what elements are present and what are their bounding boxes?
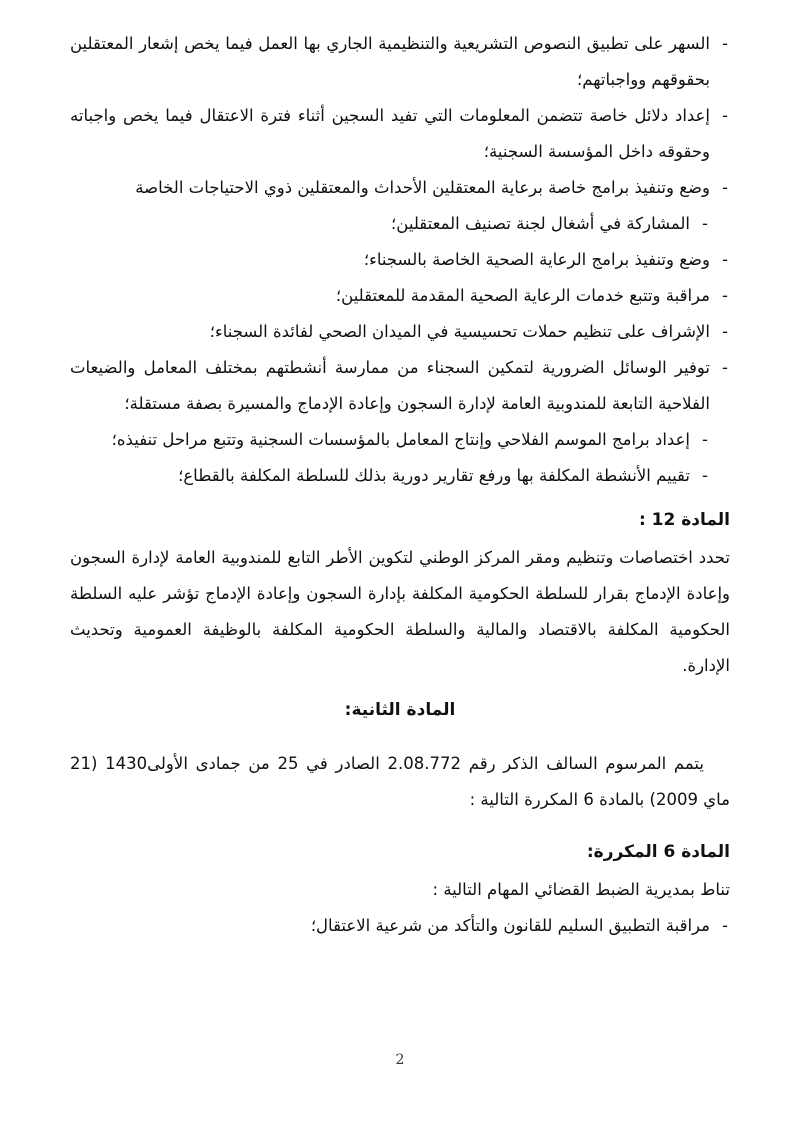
- article-2-text: يتمم المرسوم السالف الذكر رقم 2.08.772 الصادر في 25 من جمادى الأولى1430 (21 ماي 2009) بالمادة 6 المكررة التالية :: [70, 754, 730, 809]
- bullet-dash: -: [722, 322, 728, 341]
- list-item: - مراقبة التطبيق السليم للقانون والتأكد من شرعية الاعتقال؛: [70, 908, 730, 944]
- judicial-duties-list: [70, 908, 730, 944]
- list-item: - المشاركة في أشغال لجنة تصنيف المعتقلين؛: [70, 206, 730, 242]
- duties-list-2: [70, 422, 730, 494]
- bullet-dash: -: [722, 916, 728, 935]
- bullet-dash: -: [702, 430, 708, 449]
- document-page: [70, 26, 730, 944]
- list-item: - الإشراف على تنظيم حملات تحسيسية في الميدان الصحي لفائدة السجناء؛: [70, 314, 730, 350]
- article-6bis-intro: تناط بمديرية الضبط القضائي المهام التالية :: [432, 880, 730, 899]
- bullet-dash: -: [702, 466, 708, 485]
- list-item: - مراقبة وتتبع خدمات الرعاية الصحية المقدمة للمعتقلين؛: [70, 278, 730, 314]
- bullet-dash: -: [722, 34, 728, 53]
- list-item: - إعداد دلائل خاصة تتضمن المعلومات التي تفيد السجين أثناء فترة الاعتقال فيما يخص واجباته وحقوقه داخل المؤسسة السجنية؛: [70, 98, 730, 170]
- list-item: - وضع وتنفيذ برامج خاصة برعاية المعتقلين الأحداث والمعتقلين ذوي الاحتياجات الخاصة: [70, 170, 730, 206]
- page-number: 2: [395, 1052, 405, 1068]
- list-item: - توفير الوسائل الضرورية لتمكين السجناء من ممارسة أنشطتهم بمختلف المعامل والضيعات الفلاحية التابعة للمندوبية العامة لإدارة السجون وإعادة الإدماج والمسيرة بصفة مستقلة؛: [70, 350, 730, 422]
- bullet-dash: -: [722, 178, 728, 197]
- article-12-text: تحدد اختصاصات وتنظيم ومقر المركز الوطني لتكوين الأطر التابع للمندوبية العامة لإدارة السجون وإعادة الإدماج بقرار للسلطة الحكومية المكلفة بإدارة السجون وإعادة الإدماج تؤشر عليه السلطة الحكومية المكلفة بالاقتصاد والمالية والسلطة الحكومية المكلفة بالوظيفة العمومية وتحديث الإدارة.: [70, 548, 730, 675]
- article-2-heading: المادة الثانية:: [344, 700, 456, 720]
- article-6bis-heading: المادة 6 المكررة:: [586, 842, 730, 862]
- list-item: - إعداد برامج الموسم الفلاحي وإنتاج المعامل بالمؤسسات السجنية وتتبع مراحل تنفيذه؛: [70, 422, 730, 458]
- bullet-dash: -: [702, 214, 708, 233]
- list-item: - السهر على تطبيق النصوص التشريعية والتنظيمية الجاري بها العمل فيما يخص إشعار المعتقلين بحقوقهم وواجباتهم؛: [70, 26, 730, 98]
- list-item: - وضع وتنفيذ برامج الرعاية الصحية الخاصة بالسجناء؛: [70, 242, 730, 278]
- bullet-dash: -: [722, 286, 728, 305]
- bullet-dash: -: [722, 106, 728, 125]
- bullet-dash: -: [722, 250, 728, 269]
- list-item: - تقييم الأنشطة المكلفة بها ورفع تقارير دورية بذلك للسلطة المكلفة بالقطاع؛: [70, 458, 730, 494]
- article-12-heading: المادة 12 :: [638, 510, 730, 530]
- duties-list-1: [70, 26, 730, 422]
- bullet-dash: -: [722, 358, 728, 377]
